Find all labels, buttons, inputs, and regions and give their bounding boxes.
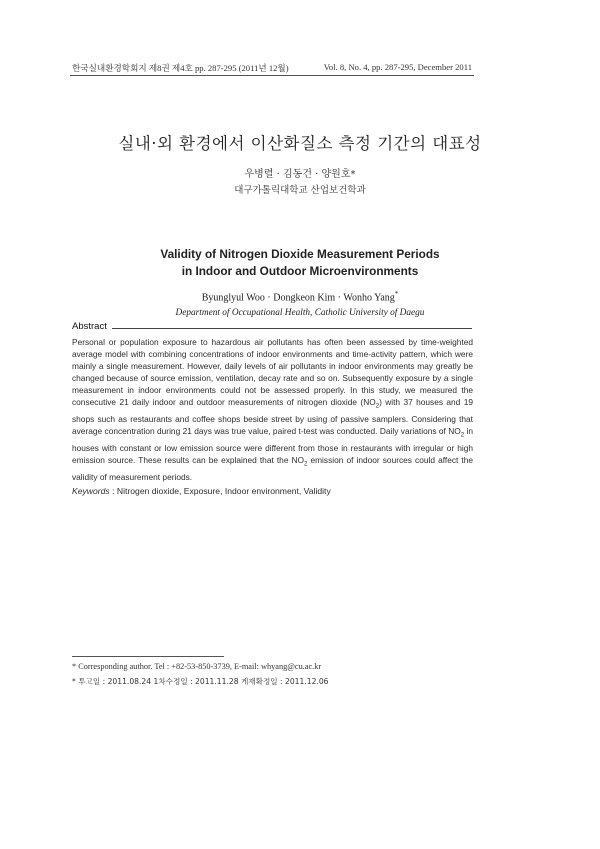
- abstract-sub-1: 2: [375, 404, 380, 411]
- footnote-divider: [72, 656, 224, 657]
- title-korean: 실내·외 환경에서 이산화질소 측정 기간의 대표성: [118, 134, 482, 153]
- corresponding-author-mark: *: [394, 290, 399, 298]
- authors-english-names: Byunglyul Woo · Dongkeon Kim · Wonho Yang: [201, 292, 395, 304]
- keywords: [72, 486, 473, 496]
- title-english-line1: Validity of Nitrogen Dioxide Measurement Periods: [160, 247, 440, 261]
- abstract-part-1: Personal or population exposure to hazardous air pollutants has often been assessed by time-weighted average model with combining concentrations of indoor environments and time-activity pattern, which were mainly a single measurement. However, daily levels of air pollutants in indoor environments may greatly be changed because of source emission, ventilation, decay rate and so on. Subsequently exposure by a single measurement in indoor environments could not be assessed properly. In this study, we measured the consecutive 21 daily indoor and outdoor measurements of nitrogen dioxide (NO: [72, 337, 473, 408]
- abstract-sub-3: 2: [304, 461, 308, 468]
- affiliation-korean: 대구가톨릭대학교 산업보건학과: [234, 185, 366, 196]
- footnote-dates: * 투고일 : 2011.08.24 1차수정일 : 2011.11.28 게재확정일 : 2011.12.06: [72, 677, 329, 686]
- abstract-rule: [112, 328, 472, 329]
- abstract-part-2: ) with 37 houses and 19 shops such as restaurants and coffee shops beside street by using of passive samplers. Considering that average concentration during 21 days was true value, paired t-test was conducted. Daily variations of NO: [72, 397, 473, 437]
- title-english-line2: in Indoor and Outdoor Microenvironments: [181, 264, 419, 278]
- footnote-corresponding-author: * Corresponding author. Tel : +82-53-850-3739, E-mail: whyang@cu.ac.kr: [72, 662, 322, 671]
- keywords-label: Keywords: [72, 486, 110, 496]
- abstract-heading: [72, 321, 472, 333]
- abstract-part-3: in houses with constant or low emission source were different from those in restaurants with irregular or high emission source. These results can be explained that the NO: [72, 426, 474, 466]
- journal-info-ko: 한국실내환경학회지 제8권 제4호 pp. 287-295 (2011년 12월): [72, 63, 289, 73]
- keywords-list: : Nitrogen dioxide, Exposure, Indoor environment, Validity: [109, 486, 331, 496]
- abstract-part-4: emission of indoor sources could affect the validity of measurement periods.: [72, 455, 473, 482]
- title-english: [0, 246, 600, 280]
- header-divider: [70, 75, 474, 76]
- authors-english: [0, 290, 600, 303]
- journal-info-en: Vol. 8, No. 4, pp. 287-295, December 2011: [323, 62, 472, 72]
- abstract-text: [72, 336, 473, 483]
- authors-korean: 우병렬 · 김동건 · 양원호*: [244, 169, 356, 180]
- abstract-sub-2: 2: [460, 432, 465, 439]
- affiliation-english: Department of Occupational Health, Catholic University of Daegu: [175, 308, 425, 318]
- abstract-label: Abstract: [72, 321, 110, 332]
